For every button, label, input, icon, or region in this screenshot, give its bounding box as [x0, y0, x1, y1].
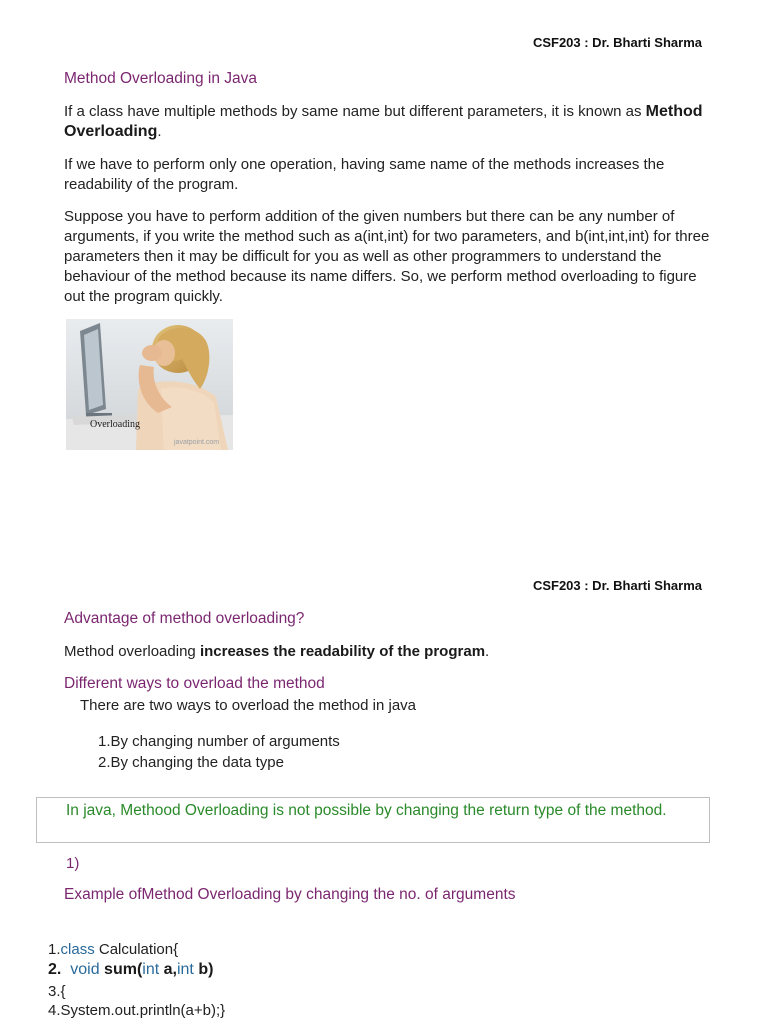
ways-heading: Different ways to overload the method	[64, 675, 325, 692]
page-header: CSF203 : Dr. Bharti Sharma	[532, 35, 702, 50]
code-line-4: 4.System.out.println(a+b);}	[48, 1002, 226, 1019]
code-line-3: 3.{	[48, 983, 66, 1000]
list-item: 1.By changing number of arguments	[98, 733, 340, 750]
figure-watermark: javatpoint.com	[174, 439, 220, 446]
figure-caption: Overloading	[90, 419, 140, 430]
example-heading: Example ofMethod Overloading by changing the no. of arguments	[64, 886, 516, 903]
ways-intro: There are two ways to overload the method in java	[80, 697, 417, 714]
intro-bold-term: Method Overloading	[64, 103, 703, 140]
keyword-int: int	[142, 961, 160, 978]
keyword-void: void	[70, 961, 100, 978]
keyword-int: int	[176, 961, 194, 978]
advantage-bold: increases the readability of the program	[199, 643, 486, 660]
overloading-illustration	[66, 319, 233, 450]
example-number: 1)	[66, 855, 80, 872]
advantage-text: Method overloading	[64, 643, 200, 660]
advantage-suffix: .	[485, 643, 490, 660]
list-item: 2.By changing the data type	[98, 754, 284, 771]
callout-text: In java, Methood Overloading is not possible by changing the return type of the method.	[66, 802, 667, 819]
code-text: a,	[159, 961, 177, 978]
line-number: 1.	[48, 941, 61, 958]
section-title: Method Overloading in Java	[64, 70, 258, 87]
example-paragraph: Suppose you have to perform addition of the given numbers but there can be any number of arguments, if you write the method such as a(int,int) for two parameters, and b(int,int,int) for three parameters then it may be difficult for you as well as other programmers to understand the behaviour of the method because its name differs. So, we perform method overloading to figure out the program quickly.	[64, 208, 710, 305]
advantage-heading: Advantage of method overloading?	[64, 610, 305, 627]
code-text: b)	[193, 961, 214, 978]
code-text: Calculation{	[94, 941, 179, 958]
code-line-2	[48, 961, 213, 979]
code-line-1	[48, 941, 178, 958]
advantage-paragraph	[64, 642, 714, 662]
page-header-2: CSF203 : Dr. Bharti Sharma	[532, 578, 702, 593]
readability-paragraph: If we have to perform only one operation, having same name of the methods increases the readability of the program.	[64, 156, 665, 193]
intro-text: If a class have multiple methods by same name but different parameters, it is known as	[64, 103, 646, 120]
code-text: sum(	[99, 961, 143, 978]
line-number: 2.	[48, 961, 62, 978]
intro-suffix: .	[157, 123, 162, 140]
stressed-person-image	[66, 319, 233, 450]
intro-paragraph	[64, 102, 714, 142]
keyword-class: class	[60, 941, 95, 958]
note-callout	[36, 797, 710, 843]
